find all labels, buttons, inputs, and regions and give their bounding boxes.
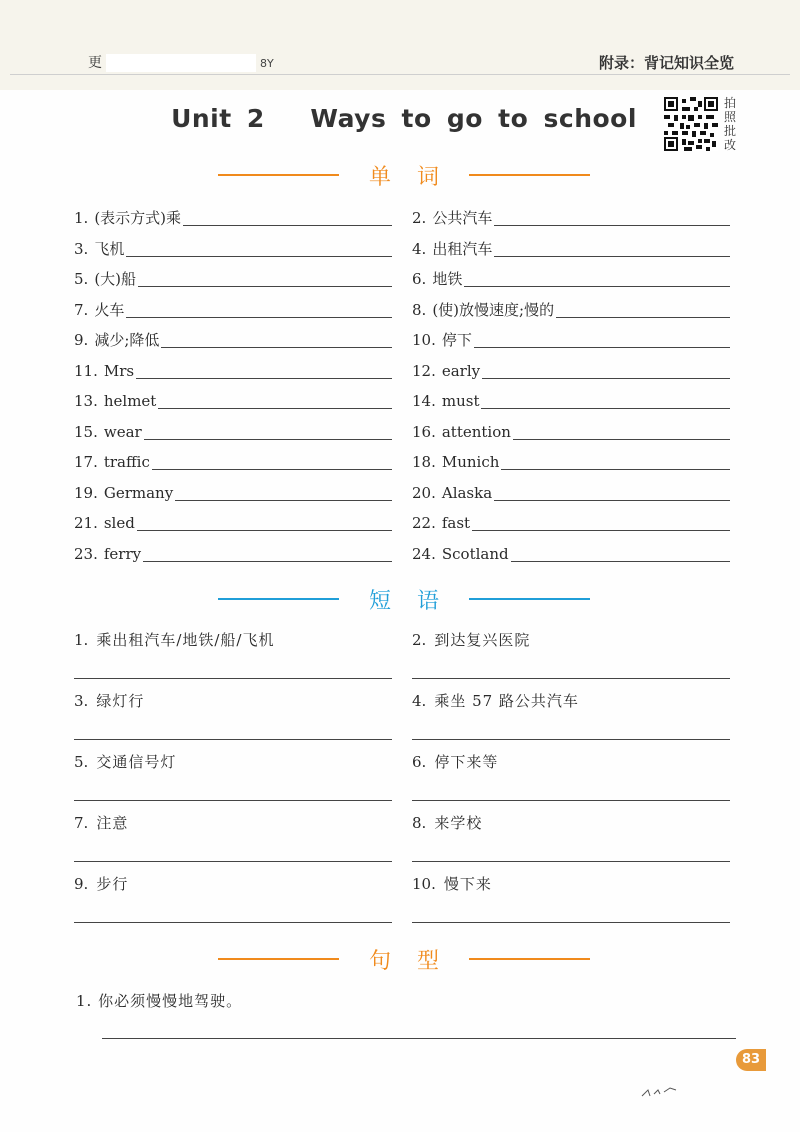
section-rule: [218, 598, 339, 600]
qr-label: [724, 96, 738, 152]
item-number: 13.: [74, 392, 98, 410]
answer-blank[interactable]: [501, 468, 730, 470]
vocab-item: [74, 448, 392, 472]
page-title: Unit 2 Ways to go to school: [171, 104, 637, 133]
section-rule: [469, 598, 590, 600]
item-number: 17.: [74, 453, 98, 471]
header-left-char: 更: [88, 55, 102, 71]
vocab-word: early: [441, 361, 481, 380]
item-number: 2.: [412, 631, 427, 649]
sentence-answer-line[interactable]: [102, 1038, 736, 1039]
phrase-text: 绿灯行: [96, 692, 145, 710]
sentence-text: 你必须慢慢地驾驶。: [98, 992, 243, 1010]
answer-blank[interactable]: [183, 224, 392, 226]
vocab-word: Scotland: [441, 544, 509, 563]
vocab-word: 公共汽车: [432, 209, 493, 227]
page-number: 83: [736, 1049, 766, 1071]
phrase-text: 停下来等: [434, 753, 499, 771]
item-number: 10.: [412, 875, 436, 893]
qr-label-char: 拍: [724, 96, 737, 110]
phrase-answer-line[interactable]: [74, 739, 392, 740]
item-number: 8.: [412, 814, 427, 832]
phrase-text: 注意: [96, 814, 129, 832]
answer-blank[interactable]: [152, 468, 392, 470]
phrase-item: [74, 809, 128, 833]
item-number: 6.: [412, 753, 427, 771]
item-number: 8.: [412, 300, 427, 319]
qr-label-char: 批: [724, 124, 737, 138]
item-number: 4.: [412, 692, 427, 710]
phrase-answer-line[interactable]: [74, 922, 392, 923]
item-number: 1.: [76, 992, 93, 1010]
item-number: 1.: [74, 209, 89, 227]
item-number: 3.: [74, 239, 89, 258]
phrase-text: 来学校: [434, 814, 483, 832]
vocab-item: [412, 326, 730, 350]
answer-blank[interactable]: [138, 285, 392, 287]
vocab-item: [74, 296, 392, 320]
answer-blank[interactable]: [511, 560, 730, 562]
item-number: 12.: [412, 361, 436, 380]
vocab-item: [74, 235, 392, 259]
vocab-item: [412, 418, 730, 442]
item-number: 15.: [74, 422, 98, 441]
vocab-word: 停下: [441, 331, 472, 349]
vocab-word: 出租汽车: [432, 239, 493, 258]
answer-blank[interactable]: [175, 499, 392, 501]
phrase-item: [412, 870, 492, 894]
vocab-item: [74, 357, 392, 381]
vocab-word: (大)船: [94, 270, 137, 288]
item-number: 11.: [74, 361, 98, 380]
section-heading-phrases: [218, 584, 590, 614]
vocab-word: Munich: [441, 453, 500, 471]
qr-label-char: 照: [724, 110, 737, 124]
item-number: 21.: [74, 514, 98, 532]
vocab-item: [74, 509, 392, 533]
phrase-text: 乘坐 57 路公共汽车: [434, 692, 579, 710]
item-number: 5.: [74, 753, 89, 771]
phrase-item: [412, 626, 530, 650]
vocab-item: [74, 540, 392, 564]
section-heading-label: 单词: [369, 164, 466, 190]
vocab-item: [412, 265, 730, 289]
section-rule: [218, 958, 339, 960]
phrase-answer-line[interactable]: [74, 800, 392, 801]
item-number: 20.: [412, 483, 436, 502]
phrase-item: [74, 748, 176, 772]
vocab-word: Alaska: [441, 483, 493, 502]
section-heading-vocab: [218, 160, 590, 190]
answer-blank[interactable]: [472, 529, 730, 531]
vocab-word: must: [441, 392, 480, 410]
vocab-item: [74, 479, 392, 503]
item-number: 2.: [412, 209, 427, 227]
item-number: 14.: [412, 392, 436, 410]
header-left-code: 8Y: [260, 57, 274, 70]
header-divider: [10, 74, 790, 75]
vocab-item: [412, 357, 730, 381]
phrase-item: [74, 626, 274, 650]
vocab-word: Germany: [103, 483, 174, 502]
item-number: 23.: [74, 544, 98, 563]
section-rule: [469, 958, 590, 960]
vocab-item: [412, 479, 730, 503]
answer-blank[interactable]: [494, 224, 730, 226]
qr-label-char: 改: [724, 138, 737, 152]
vocab-word: Mrs: [103, 361, 135, 380]
phrase-item: [412, 687, 579, 711]
section-rule: [469, 174, 590, 176]
vocab-item: [74, 387, 392, 411]
item-number: 9.: [74, 331, 89, 349]
header-band: [0, 0, 800, 90]
phrase-answer-line[interactable]: [412, 800, 730, 801]
phrase-text: 步行: [96, 875, 129, 893]
vocab-word: wear: [103, 422, 142, 441]
item-number: 6.: [412, 270, 427, 288]
phrase-text: 乘出租汽车/地铁/船/飞机: [96, 631, 275, 649]
vocab-item: [412, 387, 730, 411]
phrase-answer-line[interactable]: [412, 678, 730, 679]
vocab-item: [74, 204, 392, 228]
vocab-word: sled: [103, 514, 135, 532]
item-number: 24.: [412, 544, 436, 563]
vocab-item: [412, 296, 730, 320]
vocab-item: [74, 418, 392, 442]
phrase-answer-line[interactable]: [74, 678, 392, 679]
item-number: 1.: [74, 631, 89, 649]
vocab-word: ferry: [103, 544, 142, 563]
answer-blank[interactable]: [513, 438, 730, 440]
section-heading-sentences: [218, 944, 590, 974]
phrase-text: 交通信号灯: [96, 753, 177, 771]
phrase-text: 到达复兴医院: [434, 631, 531, 649]
vocab-item: [412, 540, 730, 564]
pencil-mark: [640, 1082, 690, 1102]
section-heading-label: 句型: [369, 948, 466, 974]
answer-blank[interactable]: [144, 438, 392, 440]
vocab-word: 地铁: [432, 270, 463, 288]
item-number: 5.: [74, 270, 89, 288]
answer-blank[interactable]: [464, 285, 730, 287]
phrase-answer-line[interactable]: [412, 861, 730, 862]
answer-blank[interactable]: [158, 407, 392, 409]
item-number: 16.: [412, 422, 436, 441]
answer-blank[interactable]: [556, 316, 730, 318]
redaction-mask: [106, 54, 256, 72]
answer-blank[interactable]: [481, 407, 730, 409]
answer-blank[interactable]: [161, 346, 392, 348]
answer-blank[interactable]: [482, 377, 730, 379]
item-number: 7.: [74, 300, 89, 319]
header-right-title: 附录：背记知识全览: [598, 54, 734, 72]
sentence-item: [76, 990, 242, 1011]
vocab-item: [412, 448, 730, 472]
section-rule: [218, 174, 339, 176]
answer-blank[interactable]: [143, 560, 392, 562]
item-number: 10.: [412, 331, 436, 349]
phrase-answer-line[interactable]: [412, 739, 730, 740]
item-number: 22.: [412, 514, 436, 532]
vocab-word: attention: [441, 422, 511, 441]
vocab-word: 火车: [94, 300, 125, 319]
phrase-item: [74, 687, 144, 711]
phrase-item: [412, 809, 482, 833]
phrase-answer-line[interactable]: [74, 861, 392, 862]
item-number: 3.: [74, 692, 89, 710]
vocab-word: traffic: [103, 453, 150, 471]
item-number: 18.: [412, 453, 436, 471]
item-number: 19.: [74, 483, 98, 502]
answer-blank[interactable]: [126, 316, 392, 318]
answer-blank[interactable]: [136, 377, 392, 379]
answer-blank[interactable]: [494, 255, 730, 257]
vocab-item: [74, 265, 392, 289]
item-number: 4.: [412, 239, 427, 258]
answer-blank[interactable]: [126, 255, 392, 257]
phrase-item: [412, 748, 498, 772]
vocab-item: [412, 204, 730, 228]
vocab-word: (表示方式)乘: [94, 209, 182, 227]
answer-blank[interactable]: [474, 346, 730, 348]
vocab-item: [412, 235, 730, 259]
vocab-item: [74, 326, 392, 350]
item-number: 9.: [74, 875, 89, 893]
vocab-item: [412, 509, 730, 533]
answer-blank[interactable]: [494, 499, 730, 501]
vocab-word: 减少;降低: [94, 331, 160, 349]
vocab-word: helmet: [103, 392, 157, 410]
item-number: 7.: [74, 814, 89, 832]
phrase-answer-line[interactable]: [412, 922, 730, 923]
phrase-text: 慢下来: [443, 875, 492, 893]
vocab-word: fast: [441, 514, 471, 532]
answer-blank[interactable]: [137, 529, 392, 531]
section-heading-label: 短语: [369, 588, 466, 614]
phrase-item: [74, 870, 128, 894]
vocab-word: (使)放慢速度;慢的: [432, 300, 555, 319]
vocab-word: 飞机: [94, 239, 125, 258]
header-left: [88, 52, 274, 72]
qr-code-icon[interactable]: [664, 97, 718, 151]
